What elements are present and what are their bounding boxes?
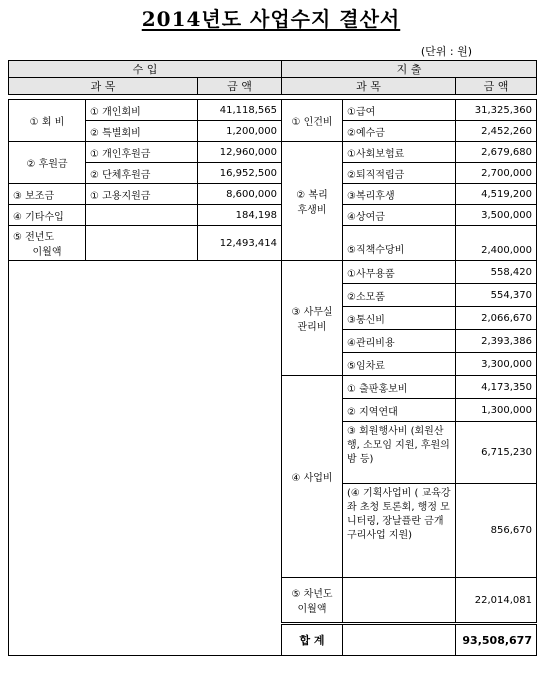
- table-row: [9, 184, 537, 205]
- expense-amount: 2,400,000: [456, 226, 537, 261]
- expense-item: (④ 기획사업비 ( 교육강좌 초청 토론회, 행정 모니터링, 장날플란 금개구리사업 지원): [343, 484, 456, 578]
- expense-item: ② 지역연대: [343, 399, 456, 422]
- income-group-other: ④ 기타수입: [9, 205, 86, 226]
- income-item: ① 개인회비: [86, 100, 198, 121]
- income-amount: 41,118,565: [198, 100, 282, 121]
- header-row-1: [9, 61, 537, 78]
- income-amount-header: 금 액: [198, 78, 282, 95]
- income-amount: 12,960,000: [198, 142, 282, 163]
- expense-item: ②퇴직적립금: [343, 163, 456, 184]
- office-line-2: 관리비: [297, 322, 327, 333]
- income-total: 93,508,677: [456, 624, 537, 656]
- income-item-empty: [86, 226, 198, 261]
- income-amount: 184,198: [198, 205, 282, 226]
- expense-amount: 3,500,000: [456, 205, 537, 226]
- income-group-subsidy: ③ 보조금: [9, 184, 86, 205]
- expense-item: ②소모품: [343, 284, 456, 307]
- expense-item: ④관리비용: [343, 330, 456, 353]
- income-header: 수 입: [9, 61, 282, 78]
- expense-item-empty: [343, 578, 456, 624]
- income-amount: 8,600,000: [198, 184, 282, 205]
- expense-item: ① 출판홍보비: [343, 376, 456, 399]
- table-row: [9, 121, 537, 142]
- expense-amount: 6,715,230: [456, 422, 537, 484]
- income-amount: 1,200,000: [198, 121, 282, 142]
- income-item-empty: [86, 205, 198, 226]
- carryover-line-1: ⑤ 전년도: [13, 232, 55, 243]
- income-total-label: 합 계: [282, 624, 343, 656]
- expense-amount: 4,519,200: [456, 184, 537, 205]
- income-amount: 12,493,414: [198, 226, 282, 261]
- income-group-carryover: [9, 226, 86, 261]
- expense-item: ①급여: [343, 100, 456, 121]
- table-row: [9, 100, 537, 121]
- expense-group-carryover: [282, 578, 343, 624]
- table-row: [9, 261, 537, 284]
- table-row: [9, 142, 537, 163]
- expense-item: ③복리후생: [343, 184, 456, 205]
- income-amount: 16,952,500: [198, 163, 282, 184]
- income-group-dues: ① 회 비: [9, 100, 86, 142]
- expense-item: ②예수금: [343, 121, 456, 142]
- unit-label: (단위 : 원): [420, 45, 472, 58]
- expense-amount: 1,300,000: [456, 399, 537, 422]
- income-blank-area: [9, 261, 282, 656]
- expense-amount: 22,014,081: [456, 578, 537, 624]
- expense-item: ①사무용품: [343, 261, 456, 284]
- next-carryover-line-1: ⑤ 차년도: [291, 589, 333, 600]
- expense-amount: 2,393,386: [456, 330, 537, 353]
- expense-amount: 558,420: [456, 261, 537, 284]
- expense-amount: 554,370: [456, 284, 537, 307]
- expense-amount: 2,679,680: [456, 142, 537, 163]
- income-item: ① 고용지원금: [86, 184, 198, 205]
- expense-amount: 31,325,360: [456, 100, 537, 121]
- expense-header: 지 출: [282, 61, 537, 78]
- carryover-line-2: 이월액: [32, 247, 62, 258]
- expense-item: ④상여금: [343, 205, 456, 226]
- expense-amount: 2,700,000: [456, 163, 537, 184]
- page-title: 2014년도 사업수지 결산서: [141, 7, 401, 31]
- expense-item: ③통신비: [343, 307, 456, 330]
- expense-amount-header: 금 액: [456, 78, 537, 95]
- income-subject-header: 과 목: [9, 78, 198, 95]
- table-row: [9, 163, 537, 184]
- welfare-line-2: 후생비: [297, 205, 327, 216]
- expense-amount: 2,066,670: [456, 307, 537, 330]
- income-item: ② 단체후원금: [86, 163, 198, 184]
- income-group-donations: ② 후원금: [9, 142, 86, 184]
- income-item: ② 특별회비: [86, 121, 198, 142]
- expense-subject-header: 과 목: [282, 78, 456, 95]
- expense-group-welfare: [282, 142, 343, 261]
- table-row: [9, 205, 537, 226]
- expense-amount: 4,173,350: [456, 376, 537, 399]
- expense-item: ③ 회원행사비 (회원산행, 소모임 지원, 후원의밤 등): [343, 422, 456, 484]
- expense-amount: 3,300,000: [456, 353, 537, 376]
- header-row-2: [9, 78, 537, 95]
- expense-item: ⑤임차료: [343, 353, 456, 376]
- next-carryover-line-2: 이월액: [297, 604, 327, 615]
- expense-group-business: ④ 사업비: [282, 376, 343, 578]
- table-row: [9, 226, 537, 261]
- income-total-spacer: [343, 624, 456, 656]
- expense-group-personnel: ① 인건비: [282, 100, 343, 142]
- expense-amount: 856,670: [456, 484, 537, 578]
- expense-item: ⑤직책수당비: [343, 226, 456, 261]
- settlement-table: [8, 60, 537, 656]
- income-item: ① 개인후원금: [86, 142, 198, 163]
- expense-amount: 2,452,260: [456, 121, 537, 142]
- expense-item: ①사회보험료: [343, 142, 456, 163]
- expense-group-office: [282, 261, 343, 376]
- office-line-1: ③ 사무실: [291, 307, 333, 318]
- welfare-line-1: ② 복리: [296, 190, 328, 201]
